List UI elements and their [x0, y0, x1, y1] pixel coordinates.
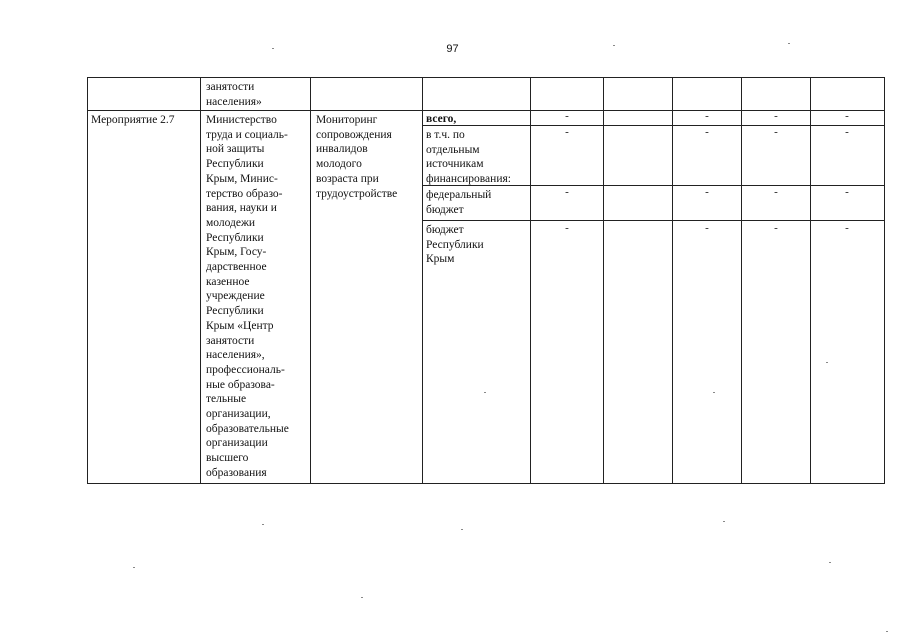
- scan-speck: [886, 631, 888, 632]
- table-border-right: [884, 77, 885, 484]
- scan-speck: [133, 567, 135, 568]
- value-cell: -: [845, 186, 849, 198]
- value-cell: -: [705, 110, 709, 122]
- column-divider: [672, 77, 673, 484]
- value-cell: -: [845, 110, 849, 122]
- scan-speck: [484, 392, 486, 393]
- table-border-left: [87, 77, 88, 484]
- column-divider: [741, 77, 742, 484]
- scan-speck: [361, 597, 363, 598]
- value-cell: -: [774, 186, 778, 198]
- value-cell: -: [565, 222, 569, 234]
- scan-speck: [272, 48, 274, 49]
- value-cell: -: [705, 222, 709, 234]
- row-divider: [422, 125, 884, 126]
- value-cell: -: [774, 126, 778, 138]
- scan-speck: [461, 529, 463, 530]
- value-cell: -: [774, 110, 778, 122]
- scan-speck: [713, 392, 715, 393]
- value-cell: -: [774, 222, 778, 234]
- executor-continuation: занятости населения»: [206, 81, 262, 108]
- funding-source-total: всего,: [426, 113, 457, 125]
- table-border-bottom: [87, 483, 884, 484]
- value-cell: -: [845, 126, 849, 138]
- table-border-top: [87, 77, 884, 78]
- value-cell: -: [565, 110, 569, 122]
- column-divider: [603, 77, 604, 484]
- value-cell: -: [705, 186, 709, 198]
- column-divider: [530, 77, 531, 484]
- funding-source-breakdown: в т.ч. по отдельным источникам финансирования:: [426, 129, 511, 186]
- column-divider: [422, 77, 423, 484]
- row-divider: [87, 110, 884, 111]
- scan-speck: [829, 562, 831, 563]
- scan-speck: [826, 362, 828, 363]
- scan-speck: [723, 521, 725, 522]
- value-cell: -: [565, 126, 569, 138]
- scan-speck: [788, 43, 790, 44]
- page-number: 97: [446, 43, 459, 55]
- column-divider: [810, 77, 811, 484]
- activity-name: Мероприятие 2.7: [91, 114, 175, 126]
- activity-description: Мониторинг сопровождения инвалидов молодого возраста при трудоустройстве: [316, 114, 398, 200]
- value-cell: -: [705, 126, 709, 138]
- funding-source-crimea: бюджет Республики Крым: [426, 224, 484, 266]
- scan-speck: [262, 524, 264, 525]
- value-cell: -: [845, 222, 849, 234]
- funding-source-federal: федеральный бюджет: [426, 189, 492, 216]
- value-cell: -: [565, 186, 569, 198]
- column-divider: [200, 77, 201, 484]
- activity-executor: Министерство труда и социаль- ной защиты Республики Крым, Минис- терство образо- вания, науки и молодежи Республики Крым, Госу- дарственное казенное учреждение Республики Крым «Центр занятости населения», профессиональ- ные образова- тельные организации, образовательные организации высшего образования: [206, 114, 289, 479]
- scan-speck: [613, 45, 615, 46]
- row-divider: [422, 220, 884, 221]
- column-divider: [310, 77, 311, 484]
